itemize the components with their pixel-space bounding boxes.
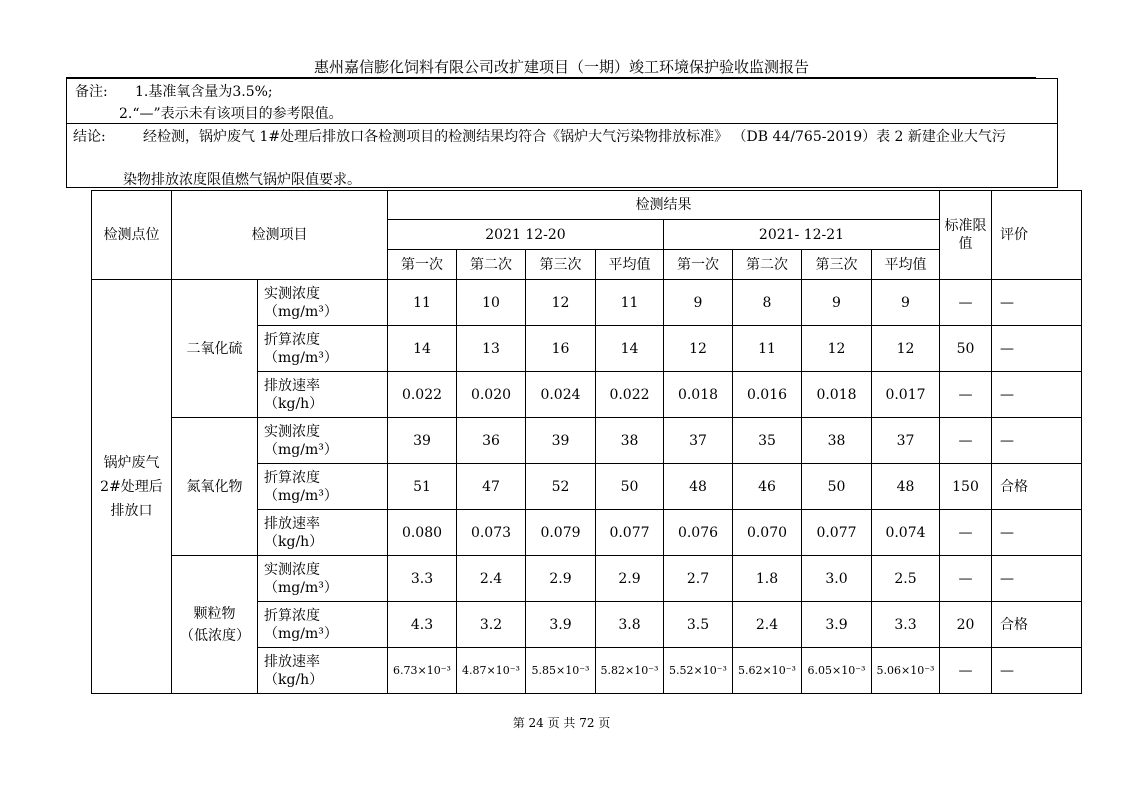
item-cell: [258, 372, 388, 418]
value-cell: 4.87×10⁻³: [457, 648, 526, 694]
value-cell: 5.52×10⁻³: [664, 648, 733, 694]
evaluation-cell: —: [992, 648, 1082, 694]
header-date-2: 2021- 12-21: [664, 220, 940, 250]
value-cell: 0.018: [664, 372, 733, 418]
value-cell: 48: [872, 464, 940, 510]
item-name: 折算浓度: [264, 607, 320, 624]
item-cell: [258, 510, 388, 556]
value-cell: 12: [526, 280, 596, 326]
conclusion-line-1: 经检测，锅炉废气 1#处理后排放口各检测项目的检测结果均符合《锅炉大气污染物排放标准》 （DB 44/765-2019）表 2 新建企业大气污: [143, 129, 1006, 145]
note-1: 1.基准氧含量为3.5%;: [135, 84, 273, 100]
item-unit: （mg/m³）: [264, 579, 338, 596]
value-cell: 0.016: [733, 372, 802, 418]
value-cell: 0.022: [388, 372, 457, 418]
value-cell: 50: [802, 464, 872, 510]
item-name: 实测浓度: [264, 285, 320, 302]
value-cell: 52: [526, 464, 596, 510]
header-results: 检测结果: [388, 191, 940, 220]
header-run: 平均值: [596, 250, 664, 280]
value-cell: 2.5: [872, 556, 940, 602]
value-cell: 0.079: [526, 510, 596, 556]
evaluation-cell: —: [992, 326, 1082, 372]
value-cell: 3.3: [388, 556, 457, 602]
header-run: 第一次: [664, 250, 733, 280]
value-cell: 0.070: [733, 510, 802, 556]
value-cell: 0.073: [457, 510, 526, 556]
value-cell: 0.080: [388, 510, 457, 556]
value-cell: 16: [526, 326, 596, 372]
item-cell: [258, 464, 388, 510]
notes-box: [66, 78, 1058, 188]
evaluation-cell: —: [992, 510, 1082, 556]
value-cell: 11: [733, 326, 802, 372]
value-cell: 2.4: [457, 556, 526, 602]
value-cell: 38: [596, 418, 664, 464]
value-cell: 46: [733, 464, 802, 510]
value-cell: 3.2: [457, 602, 526, 648]
header-evaluation: 评价: [992, 191, 1082, 280]
value-cell: 1.8: [733, 556, 802, 602]
limit-cell: —: [940, 418, 992, 464]
item-unit: （kg/h）: [264, 533, 324, 550]
value-cell: 2.9: [596, 556, 664, 602]
value-cell: 0.017: [872, 372, 940, 418]
evaluation-cell: —: [992, 556, 1082, 602]
value-cell: 10: [457, 280, 526, 326]
value-cell: 35: [733, 418, 802, 464]
value-cell: 13: [457, 326, 526, 372]
header-limit: 标准限值: [940, 191, 992, 280]
item-unit: （mg/m³）: [264, 349, 338, 366]
value-cell: 3.5: [664, 602, 733, 648]
limit-cell: —: [940, 556, 992, 602]
item-cell: [258, 418, 388, 464]
table-row: [92, 556, 1082, 602]
limit-cell: 20: [940, 602, 992, 648]
value-cell: 0.024: [526, 372, 596, 418]
header-point: 检测点位: [92, 191, 172, 280]
item-cell: [258, 602, 388, 648]
item-cell: [258, 648, 388, 694]
limit-cell: —: [940, 280, 992, 326]
table-row: [92, 280, 1082, 326]
value-cell: 0.022: [596, 372, 664, 418]
value-cell: 11: [388, 280, 457, 326]
value-cell: 0.018: [802, 372, 872, 418]
value-cell: 3.8: [596, 602, 664, 648]
value-cell: 5.82×10⁻³: [596, 648, 664, 694]
value-cell: 39: [388, 418, 457, 464]
value-cell: 39: [526, 418, 596, 464]
item-name: 实测浓度: [264, 561, 320, 578]
value-cell: 47: [457, 464, 526, 510]
table-row: [92, 418, 1082, 464]
conclusion-label: 结论:: [73, 129, 106, 145]
item-name: 折算浓度: [264, 469, 320, 486]
value-cell: 5.85×10⁻³: [526, 648, 596, 694]
value-cell: 48: [664, 464, 733, 510]
header-run: 第三次: [526, 250, 596, 280]
value-cell: 36: [457, 418, 526, 464]
header-run: 第二次: [733, 250, 802, 280]
limit-cell: 150: [940, 464, 992, 510]
value-cell: 8: [733, 280, 802, 326]
value-cell: 0.074: [872, 510, 940, 556]
evaluation-cell: 合格: [992, 602, 1082, 648]
value-cell: 12: [802, 326, 872, 372]
value-cell: 11: [596, 280, 664, 326]
value-cell: 0.076: [664, 510, 733, 556]
header-date-1: 2021 12-20: [388, 220, 664, 250]
value-cell: 0.077: [802, 510, 872, 556]
limit-cell: —: [940, 648, 992, 694]
value-cell: 14: [596, 326, 664, 372]
value-cell: 6.73×10⁻³: [388, 648, 457, 694]
value-cell: 2.7: [664, 556, 733, 602]
item-unit: （mg/m³）: [264, 625, 338, 642]
header-run: 第二次: [457, 250, 526, 280]
value-cell: 9: [872, 280, 940, 326]
value-cell: 12: [872, 326, 940, 372]
header-run: 平均值: [872, 250, 940, 280]
value-cell: 3.9: [802, 602, 872, 648]
note-2: 2.“—”表示未有该项目的参考限值。: [119, 106, 343, 122]
evaluation-cell: 合格: [992, 464, 1082, 510]
value-cell: 9: [802, 280, 872, 326]
value-cell: 2.9: [526, 556, 596, 602]
evaluation-cell: —: [992, 280, 1082, 326]
item-name: 排放速率: [264, 377, 320, 394]
header-run: 第一次: [388, 250, 457, 280]
value-cell: 3.3: [872, 602, 940, 648]
conclusion-line-2: 染物排放浓度限值燃气锅炉限值要求。: [123, 172, 361, 188]
item-cell: [258, 556, 388, 602]
notes-divider: [67, 123, 1057, 124]
item-cell: [258, 326, 388, 372]
value-cell: 5.62×10⁻³: [733, 648, 802, 694]
value-cell: 6.05×10⁻³: [802, 648, 872, 694]
value-cell: 0.077: [596, 510, 664, 556]
limit-cell: —: [940, 510, 992, 556]
item-name: 排放速率: [264, 653, 320, 670]
value-cell: 37: [872, 418, 940, 464]
item-unit: （kg/h）: [264, 671, 324, 688]
limit-cell: 50: [940, 326, 992, 372]
limit-cell: —: [940, 372, 992, 418]
value-cell: 14: [388, 326, 457, 372]
item-unit: （mg/m³）: [264, 303, 338, 320]
value-cell: 0.020: [457, 372, 526, 418]
value-cell: 2.4: [733, 602, 802, 648]
notes-label: 备注:: [75, 84, 108, 100]
item-name: 折算浓度: [264, 331, 320, 348]
item-unit: （mg/m³）: [264, 487, 338, 504]
pollutant-name: 氮氧化物: [172, 418, 258, 556]
value-cell: 3.0: [802, 556, 872, 602]
page-number: 第 24 页 共 72 页: [512, 716, 611, 730]
value-cell: 37: [664, 418, 733, 464]
value-cell: 5.06×10⁻³: [872, 648, 940, 694]
item-name: 实测浓度: [264, 423, 320, 440]
item-unit: （kg/h）: [264, 395, 324, 412]
item-unit: （mg/m³）: [264, 441, 338, 458]
value-cell: 50: [596, 464, 664, 510]
header-run: 第三次: [802, 250, 872, 280]
monitoring-table: [91, 190, 1082, 694]
header-item: 检测项目: [172, 191, 388, 280]
value-cell: 3.9: [526, 602, 596, 648]
item-cell: [258, 280, 388, 326]
pollutant-name: 二氧化硫: [172, 280, 258, 418]
value-cell: 38: [802, 418, 872, 464]
monitoring-point: 锅炉废气 2#处理后排放口: [92, 280, 172, 694]
report-title: 惠州嘉信膨化饲料有限公司改扩建项目（一期）竣工环境保护验收监测报告: [313, 58, 809, 76]
evaluation-cell: —: [992, 418, 1082, 464]
value-cell: 12: [664, 326, 733, 372]
value-cell: 51: [388, 464, 457, 510]
evaluation-cell: —: [992, 372, 1082, 418]
value-cell: 9: [664, 280, 733, 326]
pollutant-name: 颗粒物（低浓度）: [172, 556, 258, 694]
value-cell: 4.3: [388, 602, 457, 648]
item-name: 排放速率: [264, 515, 320, 532]
